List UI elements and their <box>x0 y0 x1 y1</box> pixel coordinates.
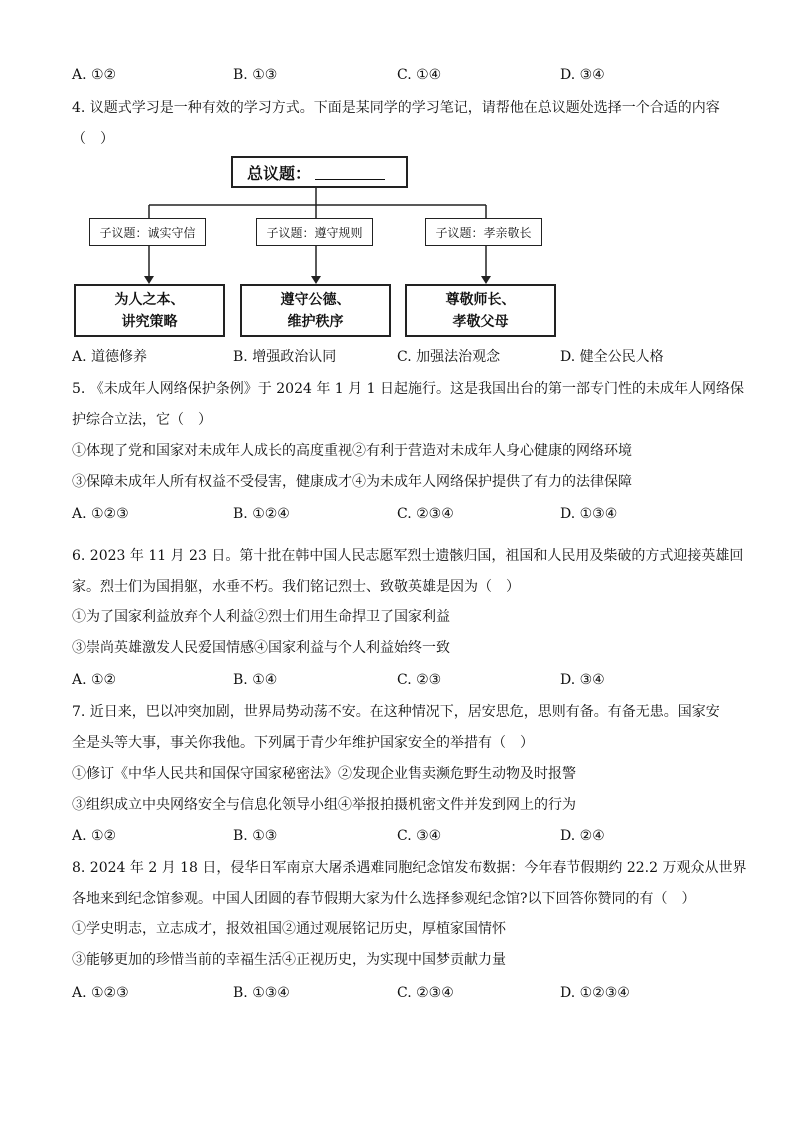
option-b: B. ①③ <box>233 828 278 844</box>
statement-line: ①为了国家利益放弃个人利益②烈士们用生命捍卫了国家利益 <box>72 609 450 625</box>
diagram-detail-2: 遵守公德、 维护秩序 <box>240 284 391 337</box>
question-stem: 8. 2024 年 2 月 18 日，侵华日军南京大屠杀遇难同胞纪念馆发布数据：今年春节假期约 22.2 万观众从世界 <box>72 860 747 876</box>
option-c: C. 加强法治观念 <box>397 349 501 365</box>
statement-line: ③保障未成年人所有权益不受侵害，健康成才④为未成年人网络保护提供了有力的法律保障 <box>72 474 632 490</box>
option-b: B. ①③④ <box>233 985 290 1001</box>
statement-line: ①修订《中华人民共和国保守国家秘密法》②发现企业售卖濒危野生动物及时报警 <box>72 766 576 782</box>
option-c: C. ①④ <box>397 67 442 83</box>
option-a: A. ①②③ <box>72 985 129 1001</box>
question-stem: 家。烈士们为国捐躯，水垂不朽。我们铭记烈士、致敬英雄是因为（ ） <box>72 579 520 595</box>
answer-blank <box>315 165 385 180</box>
option-d: D. ③④ <box>560 672 605 688</box>
question-stem: 各地来到纪念馆参观。中国人团圆的春节假期大家为什么选择参观纪念馆?以下回答你赞同的有（ ） <box>72 891 696 907</box>
diagram-subtopic-2: 子议题：遵守规则 <box>256 218 373 246</box>
option-d: D. ①②③④ <box>560 985 630 1001</box>
statement-line: ③崇尚英雄激发人民爱国情感④国家利益与个人利益始终一致 <box>72 640 450 656</box>
question-stem: 5. 《未成年人网络保护条例》于 2024 年 1 月 1 日起施行。这是我国出台的第一部专门性的未成年人网络保 <box>72 381 744 397</box>
option-d: D. ①③④ <box>560 506 618 522</box>
option-d: D. ②④ <box>560 828 605 844</box>
question-stem: 全是头等大事，事关你我他。下列属于青少年维护国家安全的举措有（ ） <box>72 735 534 751</box>
question-stem: 4. 议题式学习是一种有效的学习方式。下面是某同学的学习笔记，请帮他在总议题处选择一个合适的内容 <box>72 100 720 116</box>
diagram-subtopic-1: 子议题：诚实守信 <box>89 218 206 246</box>
statement-line: ①学史明志，立志成才，报效祖国②通过观展铭记历史，厚植家国情怀 <box>72 921 506 937</box>
option-c: C. ②③ <box>397 672 442 688</box>
diagram-subtopic-3: 子议题：孝亲敬长 <box>425 218 542 246</box>
option-a: A. 道德修养 <box>72 349 148 365</box>
question-stem: 7. 近日来，巴以冲突加剧，世界局势动荡不安。在这种情况下，居安思危，思则有备。有备无患。国家安 <box>72 704 720 720</box>
question-stem: （ ） <box>72 131 114 147</box>
option-a: A. ①② <box>72 672 117 688</box>
option-a: A. ①②③ <box>72 506 129 522</box>
option-c: C. ③④ <box>397 828 442 844</box>
option-b: B. 增强政治认同 <box>233 349 337 365</box>
option-b: B. ①④ <box>233 672 278 688</box>
statement-line: ③组织成立中央网络安全与信息化领导小组④举报拍摄机密文件并发到网上的行为 <box>72 797 576 813</box>
option-a: A. ①② <box>72 67 117 83</box>
option-b: B. ①③ <box>233 67 278 83</box>
diagram-detail-1: 为人之本、 讲究策略 <box>74 284 225 337</box>
diagram-detail-3: 尊敬师长、 孝敬父母 <box>405 284 556 337</box>
option-c: C. ②③④ <box>397 985 454 1001</box>
option-b: B. ①②④ <box>233 506 290 522</box>
question-stem: 护综合立法，它（ ） <box>72 412 212 428</box>
option-a: A. ①② <box>72 828 117 844</box>
statement-line: ③能够更加的珍惜当前的幸福生活④正视历史，为实现中国梦贡献力量 <box>72 952 506 968</box>
statement-line: ①体现了党和国家对未成年人成长的高度重视②有利于营造对未成年人身心健康的网络环境 <box>72 443 632 459</box>
question-stem: 6. 2023 年 11 月 23 日。第十批在韩中国人民志愿军烈士遗骸归国，祖国和人民用及柴破的方式迎接英雄回 <box>72 548 744 564</box>
option-d: D. 健全公民人格 <box>560 349 664 365</box>
diagram-main-topic: 总议题： <box>231 156 408 188</box>
option-d: D. ③④ <box>560 67 605 83</box>
option-c: C. ②③④ <box>397 506 454 522</box>
